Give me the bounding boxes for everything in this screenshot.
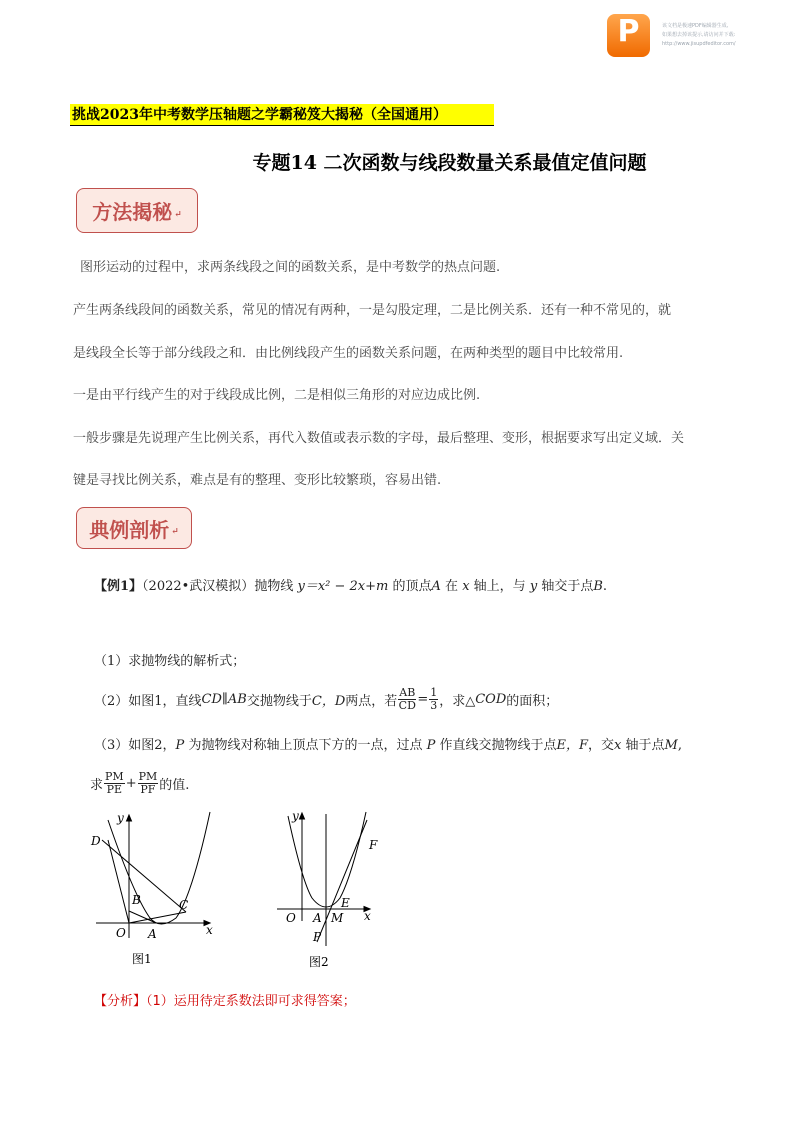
fig2-label-f: F [369, 838, 378, 852]
parabola-formula: y＝x² − 2x+m [297, 579, 389, 594]
question-3-line-2 [90, 766, 189, 800]
section-heading-examples-label: 典例剖析 [89, 517, 170, 542]
method-paragraph-1: 图形运动的过程中，求两条线段之间的函数关系，是中考数学的热点问题. [80, 260, 501, 275]
example-text: 轴上，与 [473, 579, 526, 594]
segment-od [108, 840, 129, 923]
question-text: 两点，若 [345, 693, 398, 709]
point-labels: E，F [556, 738, 589, 753]
question-text: （3）如图2， [94, 738, 176, 753]
segment-ab [129, 911, 156, 923]
fig2-label-a: A [313, 911, 322, 925]
question-1: （1）求抛物线的解析式； [94, 654, 246, 669]
question-text: ，交 [588, 738, 615, 753]
fig2-label-y: y [292, 809, 299, 823]
fraction-numerator: 1 [430, 685, 438, 699]
logo-letter: P [617, 14, 640, 49]
fig2-label-o: O [286, 911, 296, 925]
question-text: , [677, 738, 682, 753]
method-paragraph-5: 一般步骤是先说理产生比例关系，再代入数值或表示数的字母，最后整理、变形，根据要求写出定义域．关 [73, 431, 685, 446]
question-text: 的面积； [506, 693, 559, 709]
fraction-denominator: 3 [430, 698, 438, 712]
point-label: P [175, 738, 185, 753]
section-heading-method [76, 188, 198, 233]
example-text: . [602, 579, 608, 594]
figure-2 [272, 806, 387, 971]
fraction-numerator: AB [399, 685, 416, 699]
parabola [108, 812, 210, 924]
line-label: CD∥AB [201, 691, 247, 707]
figure-1 [88, 808, 218, 968]
fig2-label-p: P [313, 930, 322, 944]
example-text: 在 [445, 579, 459, 594]
page-title: 专题14 二次函数与线段数量关系最值定值问题 [252, 152, 647, 174]
point-label: B [593, 579, 603, 594]
point-label: M [664, 738, 678, 753]
value-fraction [429, 687, 438, 712]
fraction-denominator: PF [140, 782, 156, 796]
fraction-numerator: PM [105, 769, 124, 783]
axis-label: x [462, 579, 470, 594]
ratio-fraction [398, 687, 416, 712]
fig1-label-y: y [117, 811, 124, 825]
question-text: 轴于点 [625, 738, 665, 753]
section-heading-method-label: 方法揭秘 [92, 200, 173, 224]
question-text: 交抛物线于 [246, 693, 312, 709]
fraction-denominator: CD [398, 698, 416, 712]
fig1-label-d: D [91, 834, 101, 848]
fig1-caption: 图1 [132, 952, 152, 966]
logo-text-line-1: 该文档是极速PDF编辑器生成, [662, 23, 729, 29]
example-1-statement [94, 575, 607, 594]
fig2-label-e: E [341, 896, 350, 910]
point-label: A [431, 579, 441, 594]
point-label: P [426, 738, 436, 753]
point-labels: C，D [311, 693, 346, 709]
question-text: 的值. [159, 777, 190, 793]
example-text: 的顶点 [392, 579, 432, 594]
fig2-label-x: x [364, 909, 371, 923]
example-tag: 【例1】 [94, 579, 143, 594]
axis-label: y [529, 579, 538, 594]
plus-sign: + [125, 775, 137, 791]
pm-pe-fraction [104, 771, 125, 796]
logo-text-line-2: 如果想去掉该提示,请访问并下载: [662, 32, 736, 38]
method-paragraph-4: 一是由平行线产生的对于线段成比例，二是相似三角形的对应边成比例. [73, 388, 481, 403]
return-mark-icon: ↵ [174, 209, 182, 220]
fig1-label-b: B [132, 893, 141, 907]
analysis-line: 【分析】（1）运用待定系数法即可求得答案； [94, 994, 356, 1009]
fig1-label-o: O [116, 926, 126, 940]
fig1-label-x: x [206, 923, 213, 937]
question-text: （2）如图1，直线 [94, 693, 202, 709]
question-text: 作直线交抛物线于点 [439, 738, 557, 753]
triangle-label: COD [475, 691, 507, 707]
method-paragraph-2: 产生两条线段间的函数关系，常见的情况有两种，一是勾股定理，二是比例关系．还有一种不常见的，就 [73, 303, 672, 318]
method-paragraph-3: 是线段全长等于部分线段之和．由比例线段产生的函数关系问题，在两种类型的题目中比较常用. [73, 346, 624, 361]
equals-sign: = [417, 691, 429, 707]
question-text: ，求△ [439, 693, 476, 709]
segment-oc [129, 912, 186, 923]
fig1-label-a: A [148, 927, 157, 941]
method-paragraph-6: 键是寻找比例关系，难点是有的整理、变形比较繁琐，容易出错. [73, 473, 442, 488]
example-text: 抛物线 [254, 579, 294, 594]
question-text: 为抛物线对称轴上顶点下方的一点，过点 [188, 738, 423, 753]
example-source: （2022•武汉模拟） [142, 579, 255, 594]
return-mark-icon: ↵ [171, 527, 179, 537]
fraction-numerator: PM [138, 769, 158, 783]
y-axis-arrow [300, 813, 305, 819]
section-heading-examples [76, 507, 192, 549]
parabola [288, 812, 366, 907]
fig2-label-m: M [331, 911, 344, 925]
pm-pf-fraction [138, 771, 159, 796]
logo-text-line-3: http://www.jisupdfeditor.com/ [662, 41, 736, 47]
question-text: 求 [90, 777, 104, 793]
fig1-label-c: C [179, 898, 189, 912]
axis-label: x [614, 738, 622, 753]
series-banner: 挑战2023年中考数学压轴题之学霸秘笈大揭秘（全国通用） [70, 104, 494, 126]
example-text: 轴交于点 [541, 579, 594, 594]
fig2-caption: 图2 [309, 955, 329, 969]
fraction-denominator: PE [106, 782, 123, 796]
y-axis-arrow [127, 815, 132, 821]
question-3-line-1 [94, 734, 682, 753]
question-2 [94, 684, 558, 714]
line-cd [102, 840, 189, 912]
